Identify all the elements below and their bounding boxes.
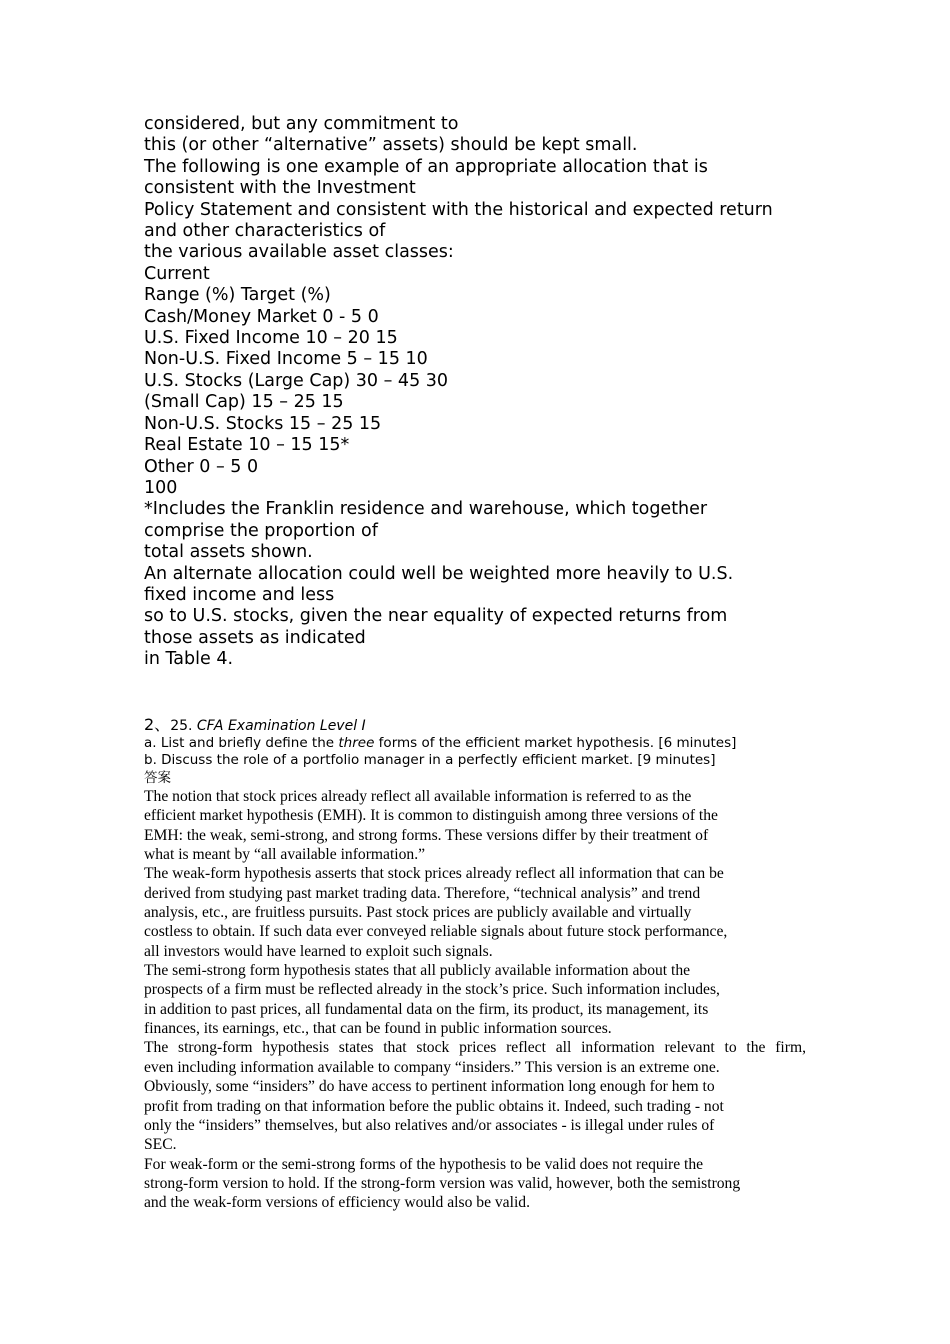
allocation-row: Cash/Money Market 0 - 5 0 <box>144 306 379 327</box>
text-line: in Table 4. <box>144 649 234 670</box>
text-line: those assets as indicated <box>144 627 366 648</box>
text-line: so to U.S. stocks, given the near equality of expected returns from <box>144 606 728 627</box>
question-title <box>144 716 844 735</box>
footnote-line: *Includes the Franklin residence and warehouse, which together <box>144 499 708 520</box>
answer-line: profit from trading on that information before the public obtains it. Indeed, such trading - not <box>144 1097 724 1115</box>
answer-line: all investors would have learned to exploit such signals. <box>144 942 493 960</box>
answer-line: EMH: the weak, semi-strong, and strong forms. These versions differ by their treatment of <box>144 826 709 844</box>
answer-line: The weak-form hypothesis asserts that stock prices already reflect all information that can be <box>144 865 724 883</box>
allocation-row: (Small Cap) 15 – 25 15 <box>144 392 344 413</box>
answer-line: finances, its earnings, etc., that can be found in public information sources. <box>144 1020 612 1038</box>
footnote-line: comprise the proportion of <box>144 520 378 541</box>
text-line: Policy Statement and consistent with the historical and expected return <box>144 199 773 220</box>
answer-line: The strong-form hypothesis states that stock prices reflect all information relevant to the firm, <box>144 1039 806 1057</box>
footnote-line: total assets shown. <box>144 542 313 563</box>
answer-line: strong-form version to hold. If the strong-form version was valid, however, both the semistrong <box>144 1174 741 1192</box>
answer-line: For weak-form or the semi-strong forms of the hypothesis to be valid does not require the <box>144 1155 704 1173</box>
question-block <box>144 716 844 787</box>
text-line: consistent with the Investment <box>144 178 416 199</box>
answer-line: only the “insiders” themselves, but also relatives and/or associates - is illegal under rules of <box>144 1116 715 1134</box>
answer-text-block <box>144 787 806 1213</box>
allocation-row: U.S. Stocks (Large Cap) 30 – 45 30 <box>144 370 449 391</box>
answer-line: The semi-strong form hypothesis states that all publicly available information about the <box>144 962 691 980</box>
question-number: 2、 <box>144 715 171 734</box>
answer-line: and the weak-form versions of efficiency would also be valid. <box>144 1194 530 1212</box>
question-part-a: a. List and briefly define the three forms of the efficient market hypothesis. [6 minutes] <box>144 735 737 751</box>
answer-line: derived from studying past market trading data. Therefore, “technical analysis” and trend <box>144 884 701 902</box>
text-line: and other characteristics of <box>144 221 386 242</box>
answer-line: efficient market hypothesis (EMH). It is common to distinguish among three versions of the <box>144 807 718 825</box>
question-part-b: b. Discuss the role of a portfolio manager in a perfectly efficient market. [9 minutes] <box>144 752 716 768</box>
allocation-row: Other 0 – 5 0 <box>144 456 259 477</box>
question-index: 25. <box>170 718 193 734</box>
text-line: this (or other “alternative” assets) should be kept small. <box>144 135 638 156</box>
answer-line: even including information available to company “insiders.” This version is an extreme one. <box>144 1058 720 1076</box>
text-line: considered, but any commitment to <box>144 114 459 134</box>
answer-line: costless to obtain. If such data ever conveyed reliable signals about future stock performance, <box>144 923 728 941</box>
allocation-header-line: Range (%) Target (%) <box>144 285 331 306</box>
text-line: The following is one example of an appropriate allocation that is <box>144 156 708 177</box>
allocation-total: 100 <box>144 477 178 498</box>
allocation-row: Real Estate 10 – 15 15* <box>144 435 350 456</box>
allocation-row: Non-U.S. Stocks 15 – 25 15 <box>144 413 382 434</box>
answer-label: 答案 <box>144 770 171 786</box>
text-line: fixed income and less <box>144 584 335 605</box>
allocation-header-line: Current <box>144 263 210 284</box>
allocation-text-block <box>144 114 844 671</box>
answer-line: The notion that stock prices already reflect all available information is referred to as the <box>144 788 692 805</box>
text-line: An alternate allocation could well be weighted more heavily to U.S. <box>144 563 734 584</box>
answer-line: prospects of a firm must be reflected already in the stock’s price. Such information includes, <box>144 981 720 999</box>
question-source: CFA Examination Level I <box>196 718 366 734</box>
allocation-row: Non-U.S. Fixed Income 5 – 15 10 <box>144 349 428 370</box>
allocation-row: U.S. Fixed Income 10 – 20 15 <box>144 328 398 349</box>
text-line: the various available asset classes: <box>144 242 454 263</box>
answer-line: what is meant by “all available information.” <box>144 846 426 864</box>
answer-line: SEC. <box>144 1136 177 1154</box>
answer-line: Obviously, some “insiders” do have access to pertinent information long enough for hem to <box>144 1078 715 1096</box>
answer-line: analysis, etc., are fruitless pursuits. Past stock prices are publicly available and virtually <box>144 904 692 922</box>
answer-line: in addition to past prices, all fundamental data on the firm, its product, its management, its <box>144 1000 709 1018</box>
